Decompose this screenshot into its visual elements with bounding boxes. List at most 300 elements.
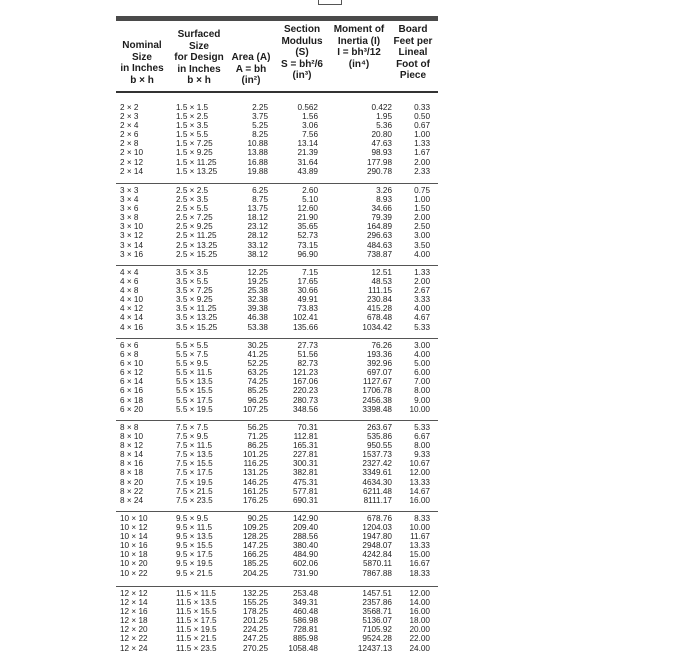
board-feet-cell: 18.00	[409, 616, 430, 626]
section-modulus-cell: 253.48	[292, 589, 318, 598]
surfaced-size-cell: 2.5 × 5.5	[176, 204, 209, 214]
surfaced-size-cell: 9.5 × 19.5	[176, 559, 213, 569]
board-feet-cell: 5.33	[414, 423, 430, 432]
table-row	[116, 468, 438, 477]
area-cell: 161.25	[242, 486, 268, 496]
table-row	[116, 459, 438, 468]
nominal-size-cell: 12 × 24	[120, 643, 148, 653]
table-row	[116, 377, 438, 386]
surfaced-size-cell: 1.5 × 11.25	[176, 157, 217, 167]
board-feet-cell: 4.00	[414, 249, 430, 259]
surfaced-size-cell: 11.5 × 11.5	[176, 589, 216, 598]
moment-of-inertia-cell: 1947.80	[362, 532, 392, 542]
table-row	[116, 295, 438, 304]
surfaced-size-cell: 9.5 × 11.5	[176, 523, 213, 533]
section-modulus-cell: 142.90	[292, 514, 318, 523]
table-row	[116, 616, 438, 625]
group-divider	[116, 420, 438, 421]
area-cell: 32.38	[247, 295, 268, 305]
area-cell: 204.25	[242, 568, 268, 578]
surfaced-size-cell: 2.5 × 9.25	[176, 222, 213, 232]
table-row	[116, 350, 438, 359]
header-section-modulus: Section Modulus (S) S = bh²/6 (in³)	[281, 24, 323, 81]
nominal-size-cell: 8 × 8	[120, 423, 139, 432]
table-row	[116, 231, 438, 240]
moment-of-inertia-cell: 3398.48	[362, 404, 392, 414]
section-modulus-cell: 380.40	[292, 541, 318, 551]
area-cell: 185.25	[242, 559, 268, 569]
table-row	[116, 313, 438, 322]
surfaced-size-cell: 3.5 × 3.5	[176, 268, 209, 277]
surfaced-size-cell: 7.5 × 21.5	[176, 486, 213, 496]
moment-of-inertia-cell: 738.87	[366, 249, 392, 259]
table-group	[116, 186, 438, 259]
surfaced-size-cell: 5.5 × 19.5	[176, 404, 213, 414]
moment-of-inertia-cell: 8.93	[376, 195, 392, 205]
surfaced-size-cell: 2.5 × 2.5	[176, 186, 209, 195]
moment-of-inertia-cell: 0.422	[371, 103, 392, 112]
area-cell: 116.25	[243, 459, 268, 469]
section-modulus-cell: 82.73	[297, 359, 318, 369]
moment-of-inertia-cell: 484.63	[366, 240, 392, 250]
surfaced-size-cell: 5.5 × 7.5	[176, 350, 209, 360]
moment-of-inertia-cell: 5870.11	[363, 559, 392, 569]
nominal-size-cell: 6 × 14	[120, 377, 143, 387]
area-cell: 147.25	[242, 541, 268, 551]
board-feet-cell: 16.67	[409, 559, 430, 569]
moment-of-inertia-cell: 47.63	[371, 139, 392, 149]
board-feet-cell: 1.33	[414, 139, 430, 149]
surfaced-size-cell: 3.5 × 13.25	[176, 313, 218, 323]
area-cell: 247.25	[242, 634, 268, 644]
header-surfaced-size: Surfaced Size for Design in Inches b × h	[174, 29, 224, 86]
nominal-size-cell: 8 × 22	[120, 486, 143, 496]
surfaced-size-cell: 7.5 × 13.5	[176, 450, 213, 460]
section-modulus-cell: 728.81	[292, 625, 318, 635]
board-feet-cell: 18.33	[409, 568, 430, 578]
header-nominal-size: Nominal Size in Inches b × h	[120, 40, 164, 86]
moment-of-inertia-cell: 34.66	[371, 204, 392, 214]
surfaced-size-cell: 1.5 × 7.25	[176, 139, 213, 149]
moment-of-inertia-cell: 7105.92	[362, 625, 392, 635]
nominal-size-cell: 12 × 22	[120, 634, 148, 644]
moment-of-inertia-cell: 678.76	[366, 514, 392, 523]
moment-of-inertia-cell: 20.80	[371, 130, 392, 140]
table-row	[116, 589, 438, 598]
surfaced-size-cell: 3.5 × 7.25	[176, 286, 213, 296]
moment-of-inertia-cell: 2456.38	[362, 395, 392, 405]
surfaced-size-cell: 5.5 × 15.5	[176, 386, 213, 396]
section-modulus-cell: 2.60	[302, 186, 318, 195]
table-row	[116, 213, 438, 222]
area-cell: 270.25	[242, 643, 268, 653]
area-cell: 30.25	[247, 341, 268, 350]
nominal-size-cell: 10 × 20	[120, 559, 148, 569]
surfaced-size-cell: 7.5 × 11.5	[176, 441, 213, 451]
area-cell: 85.25	[247, 386, 268, 396]
surfaced-size-cell: 5.5 × 9.5	[176, 359, 209, 369]
moment-of-inertia-cell: 392.96	[366, 359, 392, 369]
area-cell: 53.38	[247, 322, 268, 332]
header-moment-of-inertia: Moment of Inertia (I) I = bh³/12 (in⁴)	[333, 24, 385, 70]
nominal-size-cell: 2 × 2	[120, 103, 139, 112]
table-row	[116, 195, 438, 204]
section-modulus-cell: 577.81	[292, 486, 318, 496]
surfaced-size-cell: 2.5 × 3.5	[176, 195, 209, 205]
board-feet-cell: 4.67	[414, 313, 430, 323]
moment-of-inertia-cell: 415.28	[366, 304, 392, 314]
board-feet-cell: 22.00	[409, 634, 430, 644]
section-modulus-cell: 1.56	[302, 112, 318, 122]
table-row	[116, 644, 438, 653]
surfaced-size-cell: 2.5 × 13.25	[176, 240, 218, 250]
table-row	[116, 103, 438, 112]
moment-of-inertia-cell: 76.26	[371, 341, 392, 350]
nominal-size-cell: 3 × 3	[120, 186, 139, 195]
section-modulus-cell: 288.56	[292, 532, 318, 542]
table-group	[116, 341, 438, 414]
section-modulus-cell: 0.562	[297, 103, 318, 112]
header-rule	[116, 91, 438, 93]
moment-of-inertia-cell: 1457.51	[362, 589, 392, 598]
surfaced-size-cell: 2.5 × 15.25	[176, 249, 218, 259]
surfaced-size-cell: 3.5 × 9.25	[176, 295, 213, 305]
nominal-size-cell: 8 × 16	[120, 459, 143, 469]
area-cell: 19.25	[247, 277, 268, 287]
table-group	[116, 268, 438, 332]
board-feet-cell: 16.00	[409, 607, 430, 617]
board-feet-cell: 16.00	[409, 495, 430, 505]
surfaced-size-cell: 7.5 × 17.5	[176, 468, 213, 478]
area-cell: 10.88	[247, 139, 268, 149]
board-feet-cell: 4.00	[414, 304, 430, 314]
table-row	[116, 368, 438, 377]
board-feet-cell: 2.67	[414, 286, 430, 296]
nominal-size-cell: 12 × 20	[120, 625, 148, 635]
board-feet-cell: 1.00	[414, 130, 430, 140]
moment-of-inertia-cell: 678.48	[366, 313, 392, 323]
table-row	[116, 478, 438, 487]
board-feet-cell: 3.00	[414, 231, 430, 241]
group-divider	[116, 511, 438, 512]
section-modulus-cell: 73.83	[297, 304, 318, 314]
surfaced-size-cell: 5.5 × 5.5	[176, 341, 209, 350]
table-row	[116, 607, 438, 616]
area-cell: 63.25	[247, 368, 268, 378]
nominal-size-cell: 10 × 18	[120, 550, 148, 560]
nominal-size-cell: 10 × 12	[120, 523, 148, 533]
surfaced-size-cell: 11.5 × 17.5	[176, 616, 217, 626]
moment-of-inertia-cell: 3349.61	[362, 468, 392, 478]
nominal-size-cell: 3 × 8	[120, 213, 139, 223]
surfaced-size-cell: 5.5 × 13.5	[176, 377, 213, 387]
surfaced-size-cell: 3.5 × 11.25	[176, 304, 217, 314]
table-row	[116, 559, 438, 568]
nominal-size-cell: 2 × 3	[120, 112, 139, 122]
nominal-size-cell: 8 × 14	[120, 450, 143, 460]
section-modulus-cell: 586.98	[292, 616, 318, 626]
section-modulus-cell: 348.56	[292, 404, 318, 414]
table-row	[116, 532, 438, 541]
table-row	[116, 130, 438, 139]
moment-of-inertia-cell: 5136.07	[362, 616, 392, 626]
nominal-size-cell: 10 × 10	[120, 514, 148, 523]
moment-of-inertia-cell: 12.51	[371, 268, 392, 277]
section-modulus-cell: 227.81	[292, 450, 318, 460]
table-row	[116, 148, 438, 157]
section-modulus-cell: 690.31	[292, 495, 318, 505]
section-modulus-cell: 31.64	[297, 157, 318, 167]
nominal-size-cell: 4 × 8	[120, 286, 139, 296]
table-row	[116, 323, 438, 332]
board-feet-cell: 1.67	[414, 148, 430, 158]
surfaced-size-cell: 11.5 × 13.5	[176, 598, 217, 608]
surfaced-size-cell: 3.5 × 15.25	[176, 322, 218, 332]
moment-of-inertia-cell: 6211.48	[363, 486, 392, 496]
table-row	[116, 158, 438, 167]
nominal-size-cell: 2 × 4	[120, 121, 139, 131]
table-row	[116, 304, 438, 313]
board-feet-cell: 3.33	[414, 295, 430, 305]
section-modulus-cell: 209.40	[292, 523, 318, 533]
moment-of-inertia-cell: 193.36	[366, 350, 392, 360]
section-modulus-cell: 121.23	[292, 368, 318, 378]
moment-of-inertia-cell: 263.67	[366, 423, 392, 432]
area-cell: 8.25	[252, 130, 268, 140]
board-feet-cell: 14.67	[409, 486, 430, 496]
board-feet-cell: 20.00	[409, 625, 430, 635]
area-cell: 107.25	[242, 404, 268, 414]
nominal-size-cell: 8 × 10	[120, 432, 143, 442]
table-row	[116, 250, 438, 259]
nominal-size-cell: 3 × 6	[120, 204, 139, 214]
board-feet-cell: 10.67	[409, 459, 430, 469]
area-cell: 146.25	[242, 477, 268, 487]
nominal-size-cell: 6 × 6	[120, 341, 139, 350]
moment-of-inertia-cell: 1.95	[376, 112, 392, 122]
board-feet-cell: 15.00	[409, 550, 430, 560]
table-row	[116, 541, 438, 550]
table-row	[116, 450, 438, 459]
moment-of-inertia-cell: 296.63	[366, 231, 392, 241]
moment-of-inertia-cell: 1034.42	[362, 322, 392, 332]
surfaced-size-cell: 9.5 × 21.5	[176, 568, 213, 578]
section-modulus-cell: 484.90	[292, 550, 318, 560]
table-row	[116, 514, 438, 523]
section-modulus-cell: 21.90	[297, 213, 318, 223]
moment-of-inertia-cell: 2357.86	[362, 598, 392, 608]
section-modulus-cell: 7.15	[302, 268, 318, 277]
section-modulus-cell: 27.73	[297, 341, 318, 350]
section-modulus-cell: 43.89	[297, 166, 318, 176]
surfaced-size-cell: 1.5 × 2.5	[176, 112, 209, 122]
section-modulus-cell: 21.39	[297, 148, 318, 158]
surfaced-size-cell: 9.5 × 17.5	[176, 550, 213, 560]
section-modulus-cell: 349.31	[292, 598, 318, 608]
board-feet-cell: 2.50	[414, 222, 430, 232]
table-row	[116, 496, 438, 505]
section-modulus-cell: 167.06	[292, 377, 318, 387]
moment-of-inertia-cell: 2948.07	[362, 541, 392, 551]
nominal-size-cell: 2 × 12	[120, 157, 143, 167]
area-cell: 23.12	[247, 222, 268, 232]
section-modulus-cell: 102.41	[292, 313, 318, 323]
area-cell: 16.88	[247, 157, 268, 167]
area-cell: 132.25	[242, 589, 268, 598]
surfaced-size-cell: 7.5 × 7.5	[176, 423, 209, 432]
table-row	[116, 386, 438, 395]
nominal-size-cell: 4 × 12	[120, 304, 143, 314]
section-modulus-cell: 220.23	[292, 386, 318, 396]
table-row	[116, 121, 438, 130]
area-cell: 41.25	[247, 350, 268, 360]
nominal-size-cell: 12 × 18	[120, 616, 148, 626]
group-divider	[116, 265, 438, 266]
moment-of-inertia-cell: 7867.88	[362, 568, 392, 578]
nominal-size-cell: 2 × 6	[120, 130, 139, 140]
area-cell: 90.25	[247, 514, 268, 523]
group-divider	[116, 586, 438, 587]
area-cell: 201.25	[242, 616, 268, 626]
nominal-size-cell: 3 × 4	[120, 195, 139, 205]
board-feet-cell: 3.00	[414, 341, 430, 350]
nominal-size-cell: 6 × 20	[120, 404, 143, 414]
area-cell: 13.88	[247, 148, 268, 158]
board-feet-cell: 0.75	[414, 186, 430, 195]
section-modulus-cell: 35.65	[297, 222, 318, 232]
moment-of-inertia-cell: 98.93	[371, 148, 392, 158]
nominal-size-cell: 12 × 16	[120, 607, 148, 617]
nominal-size-cell: 6 × 16	[120, 386, 143, 396]
section-modulus-cell: 382.81	[292, 468, 318, 478]
surfaced-size-cell: 2.5 × 11.25	[176, 231, 217, 241]
moment-of-inertia-cell: 1127.67	[363, 377, 392, 387]
area-cell: 13.75	[247, 204, 268, 214]
table-group	[116, 589, 438, 653]
moment-of-inertia-cell: 1204.03	[362, 523, 392, 533]
surfaced-size-cell: 11.5 × 15.5	[176, 607, 217, 617]
moment-of-inertia-cell: 177.98	[366, 157, 392, 167]
area-cell: 38.12	[247, 249, 268, 259]
board-feet-cell: 2.00	[414, 277, 430, 287]
surfaced-size-cell: 9.5 × 9.5	[176, 514, 209, 523]
surfaced-size-cell: 1.5 × 13.25	[176, 166, 218, 176]
board-feet-cell: 13.33	[409, 477, 430, 487]
surfaced-size-cell: 1.5 × 9.25	[176, 148, 213, 158]
table-top-bar	[116, 16, 438, 21]
board-feet-cell: 10.00	[409, 523, 430, 533]
board-feet-cell: 13.33	[409, 541, 430, 551]
moment-of-inertia-cell: 1537.73	[362, 450, 392, 460]
area-cell: 46.38	[247, 313, 268, 323]
section-modulus-cell: 12.60	[297, 204, 318, 214]
board-feet-cell: 11.67	[410, 532, 430, 542]
moment-of-inertia-cell: 9524.28	[362, 634, 392, 644]
surfaced-size-cell: 9.5 × 13.5	[176, 532, 213, 542]
surfaced-size-cell: 1.5 × 5.5	[176, 130, 209, 140]
page-tab-mark	[318, 0, 342, 5]
table-group	[116, 423, 438, 505]
table-row	[116, 222, 438, 231]
surfaced-size-cell: 7.5 × 19.5	[176, 477, 213, 487]
section-modulus-cell: 460.48	[292, 607, 318, 617]
table-row	[116, 241, 438, 250]
table-group	[116, 514, 438, 578]
area-cell: 176.25	[242, 495, 268, 505]
board-feet-cell: 0.67	[414, 121, 430, 131]
section-modulus-cell: 3.06	[302, 121, 318, 131]
area-cell: 109.25	[242, 523, 268, 533]
table-row	[116, 441, 438, 450]
area-cell: 28.12	[247, 231, 268, 241]
moment-of-inertia-cell: 535.86	[366, 432, 392, 442]
area-cell: 25.38	[247, 286, 268, 296]
board-feet-cell: 2.33	[414, 166, 430, 176]
section-modulus-cell: 52.73	[297, 231, 318, 241]
nominal-size-cell: 3 × 10	[120, 222, 143, 232]
moment-of-inertia-cell: 697.07	[366, 368, 392, 378]
board-feet-cell: 4.00	[414, 350, 430, 360]
surfaced-size-cell: 2.5 × 7.25	[176, 213, 213, 223]
area-cell: 19.88	[247, 166, 268, 176]
section-modulus-cell: 1058.48	[288, 643, 318, 653]
area-cell: 166.25	[242, 550, 268, 560]
nominal-size-cell: 10 × 22	[120, 568, 148, 578]
board-feet-cell: 7.00	[414, 377, 430, 387]
area-cell: 5.25	[252, 121, 268, 131]
surfaced-size-cell: 11.5 × 23.5	[176, 643, 217, 653]
surfaced-size-cell: 7.5 × 23.5	[176, 495, 213, 505]
surfaced-size-cell: 1.5 × 1.5	[176, 103, 209, 112]
table-row	[116, 186, 438, 195]
section-modulus-cell: 7.56	[302, 130, 318, 140]
table-row	[116, 625, 438, 634]
area-cell: 3.75	[252, 112, 268, 122]
area-cell: 86.25	[247, 441, 268, 451]
moment-of-inertia-cell: 290.78	[366, 166, 392, 176]
area-cell: 224.25	[242, 625, 268, 635]
section-modulus-cell: 13.14	[297, 139, 318, 149]
section-modulus-cell: 17.65	[297, 277, 318, 287]
nominal-size-cell: 6 × 18	[120, 395, 143, 405]
board-feet-cell: 12.00	[409, 589, 430, 598]
board-feet-cell: 2.00	[414, 157, 430, 167]
table-row	[116, 405, 438, 414]
moment-of-inertia-cell: 4634.30	[362, 477, 392, 487]
section-modulus-cell: 96.90	[297, 249, 318, 259]
nominal-size-cell: 3 × 16	[120, 249, 143, 259]
nominal-size-cell: 4 × 10	[120, 295, 143, 305]
board-feet-cell: 0.33	[414, 103, 430, 112]
table-row	[116, 359, 438, 368]
moment-of-inertia-cell: 2327.42	[362, 459, 392, 469]
area-cell: 56.25	[247, 423, 268, 432]
section-modulus-cell: 475.31	[292, 477, 318, 487]
nominal-size-cell: 8 × 24	[120, 495, 143, 505]
area-cell: 128.25	[242, 532, 268, 542]
moment-of-inertia-cell: 111.15	[368, 286, 392, 296]
area-cell: 52.25	[247, 359, 268, 369]
moment-of-inertia-cell: 3568.71	[362, 607, 392, 617]
board-feet-cell: 12.00	[409, 468, 430, 478]
moment-of-inertia-cell: 164.89	[366, 222, 392, 232]
surfaced-size-cell: 7.5 × 15.5	[176, 459, 213, 469]
board-feet-cell: 5.00	[414, 359, 430, 369]
surfaced-size-cell: 11.5 × 19.5	[176, 625, 217, 635]
moment-of-inertia-cell: 3.26	[376, 186, 392, 195]
section-modulus-cell: 112.81	[293, 432, 318, 442]
moment-of-inertia-cell: 230.84	[366, 295, 392, 305]
